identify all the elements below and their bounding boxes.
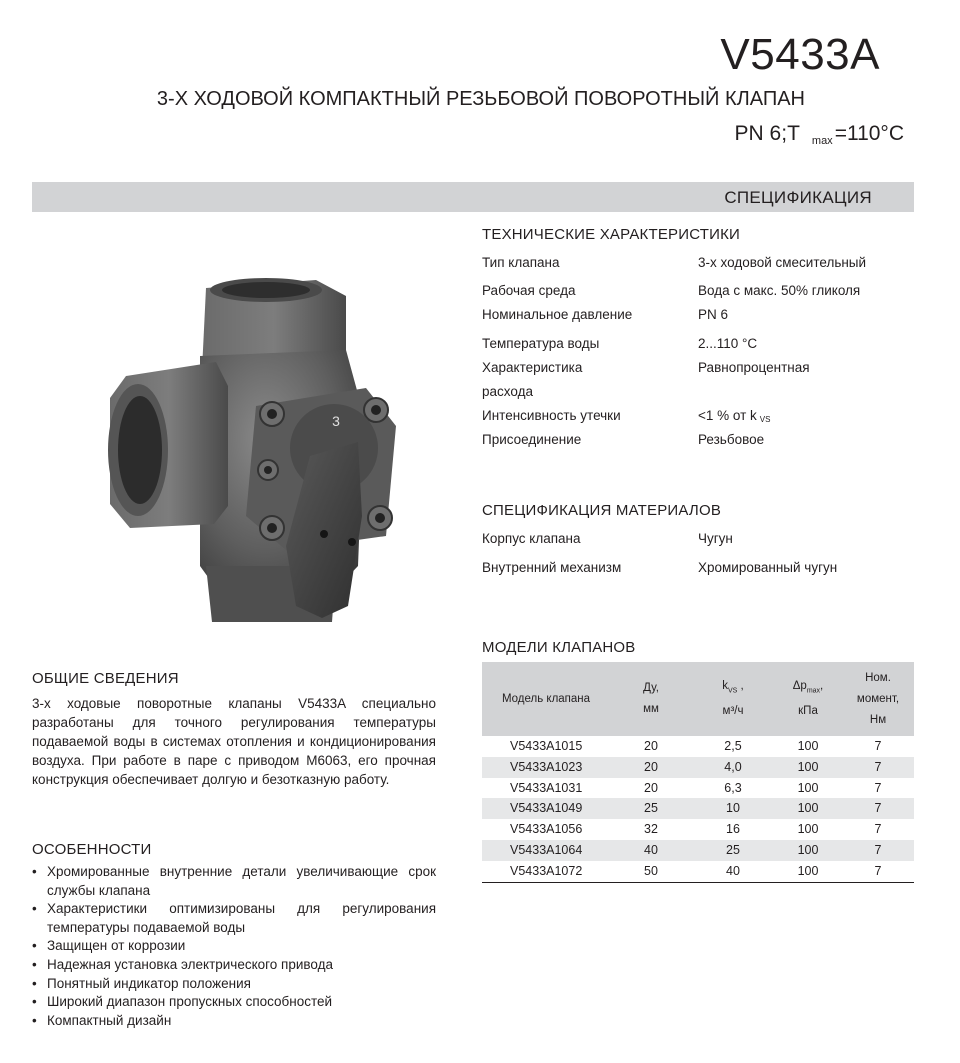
col-torque-line2: момент, <box>856 692 900 705</box>
cell-dn: 40 <box>610 840 692 861</box>
tech-value: Вода с макс. 50% гликоля <box>698 283 861 298</box>
cell-model: V5433A1072 <box>482 861 610 882</box>
cell-kvs: 2,5 <box>724 739 742 753</box>
col-dp-sub: max <box>806 687 821 695</box>
pn-sub: max <box>811 135 833 147</box>
cell-torque: 7 <box>874 822 882 837</box>
cell-torque: 7 <box>842 861 914 882</box>
cell-kvs: 10 <box>692 798 774 819</box>
features-heading: ОСОБЕННОСТИ <box>32 841 152 858</box>
cell-dp: 100 <box>797 780 819 795</box>
cell-kvs: 16 <box>726 822 740 837</box>
cell-dp: 100 <box>797 822 819 837</box>
col-torque-line3: Нм <box>869 713 887 726</box>
tech-label: Тип клапана <box>482 255 560 270</box>
cell-model: V5433A1031 <box>510 780 583 795</box>
cell-dp: 100 <box>774 861 842 882</box>
material-label: Корпус клапана <box>482 531 581 546</box>
table-row <box>482 736 914 757</box>
valve-photo <box>96 266 452 642</box>
col-kvs-comma: , <box>737 679 744 692</box>
tech-label: Характеристика <box>482 360 583 375</box>
col-dp-label: Δp <box>792 679 807 692</box>
product-subtitle: 3-Х ХОДОВОЙ КОМПАКТНЫЙ РЕЗЬБОВОЙ ПОВОРОТНЫЙ КЛАПАН <box>156 88 805 110</box>
cell-model: V5433A1064 <box>482 840 610 861</box>
cell-model: V5433A1056 <box>510 822 583 837</box>
product-model: V5433A <box>720 30 880 79</box>
col-dp <box>774 662 842 736</box>
list-item: • Хромированные внутренние детали увеличивающие срок службы клапана <box>32 863 436 900</box>
cell-dn: 25 <box>610 798 692 819</box>
dial-label: 3 <box>332 413 340 429</box>
cell-dp: 100 <box>774 798 842 819</box>
table-row <box>482 798 914 819</box>
list-item: • Компактный дизайн <box>32 1012 436 1031</box>
leak-value: <1 % от k <box>698 408 757 423</box>
col-dn <box>610 662 692 736</box>
list-item: • Характеристики оптимизированы для регулирования температуры подаваемой воды <box>32 900 436 937</box>
col-dp-comma: , <box>820 679 824 692</box>
col-torque-line1: Ном. <box>865 671 891 684</box>
models-table <box>482 662 914 883</box>
material-value: Хромированный чугун <box>698 560 838 575</box>
col-model: Модель клапана <box>482 662 610 736</box>
tech-label: Температура воды <box>482 336 600 351</box>
tech-label: расхода <box>482 384 533 399</box>
table-row <box>482 778 914 799</box>
cell-dn: 50 <box>610 861 692 882</box>
list-item: • Понятный индикатор положения <box>32 975 436 994</box>
cell-dn: 20 <box>644 780 658 795</box>
cell-torque: 7 <box>874 739 882 753</box>
tech-label: Присоединение <box>482 432 582 447</box>
cell-kvs: 6,3 <box>724 780 742 795</box>
table-row <box>482 819 914 840</box>
pn-suffix: =110°C <box>834 122 904 145</box>
material-value: Чугун <box>698 531 733 546</box>
pn-prefix: PN 6;T <box>734 122 800 145</box>
cell-torque: 7 <box>874 780 882 795</box>
cell-torque: 7 <box>842 757 914 778</box>
cell-dn: 20 <box>610 757 692 778</box>
col-kvs-sub: VS <box>728 687 738 695</box>
section-banner <box>32 182 914 212</box>
general-text: 3-х ходовые поворотные клапаны V5433A специально разработаны для точного регулирования температуры подаваемой воды в системах отопления и кондиционирования воздуха. При работе в паре с приводом M6063, его прочная конструкция обеспечивает долгую и безотказную работу. <box>32 696 436 787</box>
col-dn-line1: Ду, <box>643 682 659 694</box>
table-row <box>482 861 914 882</box>
general-heading: ОБЩИЕ СВЕДЕНИЯ <box>32 670 179 687</box>
tech-value: 3-х ходовой смесительный <box>698 255 867 270</box>
table-row <box>482 840 914 861</box>
cell-kvs: 25 <box>692 840 774 861</box>
col-kvs <box>692 662 774 736</box>
tech-value: Равнопроцентная <box>698 360 810 375</box>
cell-torque: 7 <box>842 798 914 819</box>
cell-torque: 7 <box>842 840 914 861</box>
tech-heading: ТЕХНИЧЕСКИЕ ХАРАКТЕРИСТИКИ <box>482 226 741 243</box>
pressure-temperature-rating <box>735 122 904 147</box>
cell-kvs: 40 <box>692 861 774 882</box>
cell-dn: 20 <box>644 739 658 753</box>
tech-value: Резьбовое <box>698 432 765 447</box>
tech-value: 2...110 °C <box>698 336 758 351</box>
col-dn-line2: мм <box>643 703 659 715</box>
list-item: • Надежная установка электрического привода <box>32 956 436 975</box>
cell-model: V5433A1023 <box>482 757 610 778</box>
col-torque <box>842 662 914 736</box>
tech-label: Номинальное давление <box>482 307 633 322</box>
tech-value: PN 6 <box>698 307 729 322</box>
table-header-row <box>482 662 914 736</box>
col-kvs-unit: м³/ч <box>722 705 744 718</box>
col-dp-unit: кПа <box>798 705 818 718</box>
col-kvs-k: k <box>722 679 728 692</box>
tech-label: Интенсивность утечки <box>482 408 621 423</box>
table-row <box>482 757 914 778</box>
cell-dn: 32 <box>644 822 658 837</box>
models-heading: МОДЕЛИ КЛАПАНОВ <box>482 639 636 656</box>
cell-model: V5433A1049 <box>482 798 610 819</box>
material-label: Внутренний механизм <box>482 560 622 575</box>
list-item: • Широкий диапазон пропускных способностей <box>32 993 436 1012</box>
leak-value-sub: VS <box>759 415 771 424</box>
materials-heading: СПЕЦИФИКАЦИЯ МАТЕРИАЛОВ <box>482 502 722 519</box>
tech-label: Рабочая среда <box>482 283 576 298</box>
list-item: • Защищен от коррозии <box>32 937 436 956</box>
banner-title: СПЕЦИФИКАЦИЯ <box>724 188 872 207</box>
cell-dp: 100 <box>797 739 819 753</box>
cell-dp: 100 <box>774 840 842 861</box>
cell-kvs: 4,0 <box>692 757 774 778</box>
cell-dp: 100 <box>774 757 842 778</box>
cell-model: V5433A1015 <box>510 739 583 753</box>
features-list <box>32 863 436 1030</box>
